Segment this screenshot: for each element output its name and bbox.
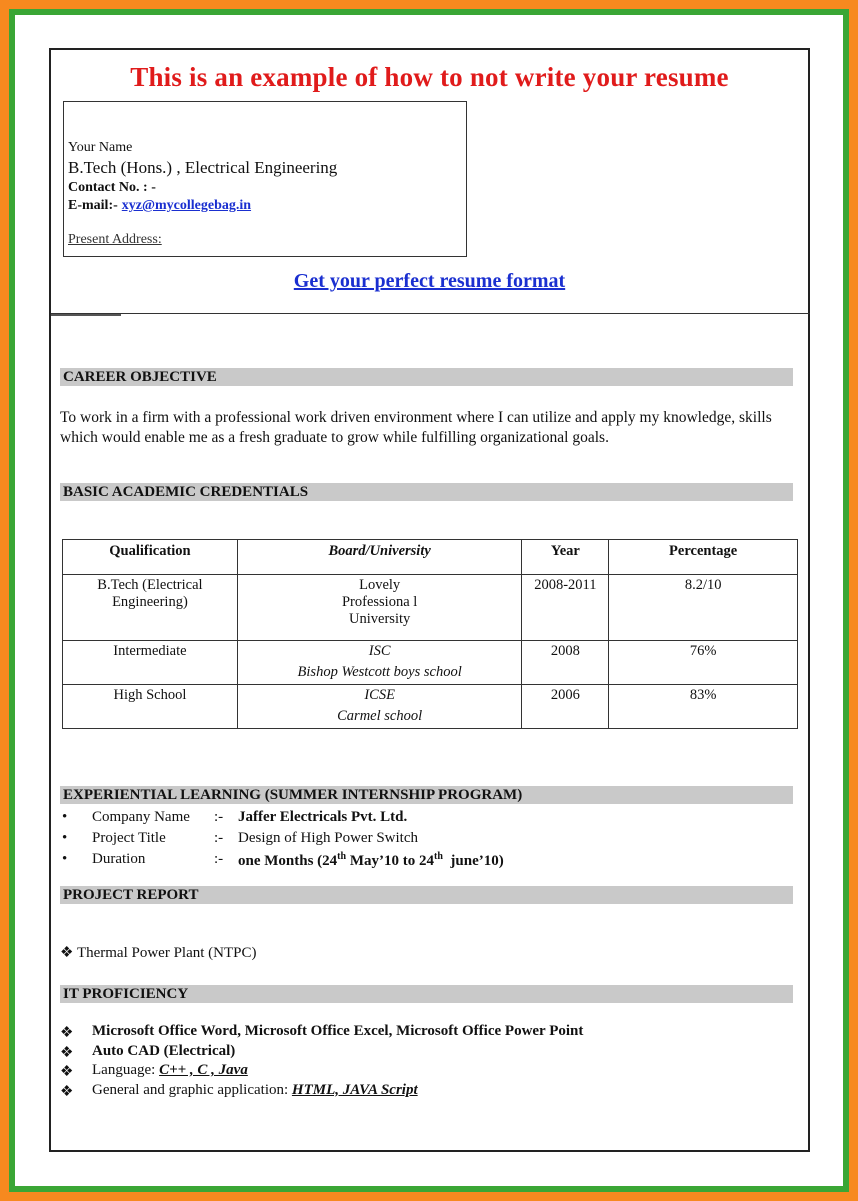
cell-year: 2006 [522, 685, 609, 729]
page-title: This is an example of how to not write your resume [130, 62, 729, 92]
diamond-bullet-icon: ❖ [60, 945, 74, 961]
contact-degree: B.Tech (Hons.) , Electrical Engineering [68, 158, 338, 177]
cell-percentage: 83% [609, 685, 798, 729]
cell-qualification: Intermediate [63, 641, 238, 685]
cell-percentage: 8.2/10 [609, 575, 798, 641]
col-year: Year [522, 540, 609, 575]
table-row [63, 575, 798, 641]
section-project-report: PROJECT REPORT [60, 886, 793, 904]
cell-qualification: B.Tech (Electrical Engineering) [63, 575, 238, 641]
bullet-icon: • [62, 809, 68, 825]
resume-format-link[interactable]: Get your perfect resume format [293, 270, 566, 292]
cell-qualification: High School [63, 685, 238, 729]
cell-percentage: 76% [609, 641, 798, 685]
col-qualification: Qualification [63, 540, 238, 575]
email-label: E-mail:- [68, 198, 118, 213]
col-percentage: Percentage [609, 540, 798, 575]
table-header-row [63, 540, 798, 575]
cell-board: ISC Bishop Westcott boys school [237, 641, 522, 685]
academic-table [62, 539, 798, 729]
diamond-bullet-icon: ❖ [60, 1025, 74, 1041]
section-career-objective: CAREER OBJECTIVE [60, 368, 793, 386]
duration-value: one Months (24th May’10 to 24th june’10) [238, 851, 504, 869]
career-objective-text: To work in a firm with a professional work driven environment where I can utilize and apply my knowledge, skills which would enable me as a fresh graduate to grow while fulfilling organizational goals. [60, 409, 772, 446]
project-item: ❖ Thermal Power Plant (NTPC) [60, 945, 257, 961]
section-academic: BASIC ACADEMIC CREDENTIALS [60, 483, 793, 501]
diamond-bullet-icon: ❖ [60, 1044, 74, 1061]
cell-board: Lovely Professiona l University [237, 575, 522, 641]
contact-number: Contact No. : - [68, 180, 156, 195]
contact-box [63, 101, 467, 257]
section-internship: EXPERIENTIAL LEARNING (SUMMER INTERNSHIP PROGRAM) [60, 786, 793, 804]
table-row [63, 641, 798, 685]
diamond-bullet-icon: ❖ [60, 1064, 74, 1080]
bullet-icon: • [62, 851, 68, 867]
contact-address: Present Address: [68, 232, 162, 247]
divider-accent [51, 314, 121, 316]
bullet-icon: • [62, 830, 68, 846]
divider [51, 313, 810, 314]
table-row [63, 685, 798, 729]
contact-name: Your Name [68, 140, 133, 155]
col-board: Board/University [237, 540, 522, 575]
diamond-bullet-icon: ❖ [60, 1083, 74, 1100]
email-link[interactable]: xyz@mycollegebag.in [121, 198, 252, 213]
section-it-proficiency: IT PROFICIENCY [60, 985, 793, 1003]
cell-year: 2008 [522, 641, 609, 685]
resume-page: This is an example of how to not write your resume Your Name B.Tech (Hons.) , Electrical Engineering Contact No. : - E-mail:- xyz@mycollegebag.in Present Address: Get your perfect resume format CAREER OBJECTIVE To work in a firm with a professional work driven environment where I can utilize and apply my knowledge, skills which would enable me as a fresh graduate to grow while fulfilling organizational goals. BASIC ACADEMIC CREDENTIALS Qualification Board/University Year Percentage B.Tech (Electrical Engineering) Lovely Professiona l University 2008-2011 8.2/10 Intermediate ISC Bishop Westcott boys school 2008 76% High School ICSE Carmel school 2006 83% EXPERIENTIAL LEARNING (SUMMER INTERNSHIP PROGRAM) • Company Name :- Jaffer Electricals Pvt. Ltd. • Project Title :- Design of High Power Switch • Duration :- one Months (24th May’10 to 24th june’10) PROJECT REPORT ❖ Thermal Power Plant (NTPC) IT PROFICIENCY ❖ Microsoft Office Word, Microsoft Office Excel, Microsoft Office Power Point ❖ Auto CAD (Electrical) ❖ Language: C++ , C , Java ❖ General and graphic application: HTML, JAVA Script [49, 48, 810, 1152]
cell-board: ICSE Carmel school [237, 685, 522, 729]
contact-email [68, 198, 251, 214]
cell-year: 2008-2011 [522, 575, 609, 641]
